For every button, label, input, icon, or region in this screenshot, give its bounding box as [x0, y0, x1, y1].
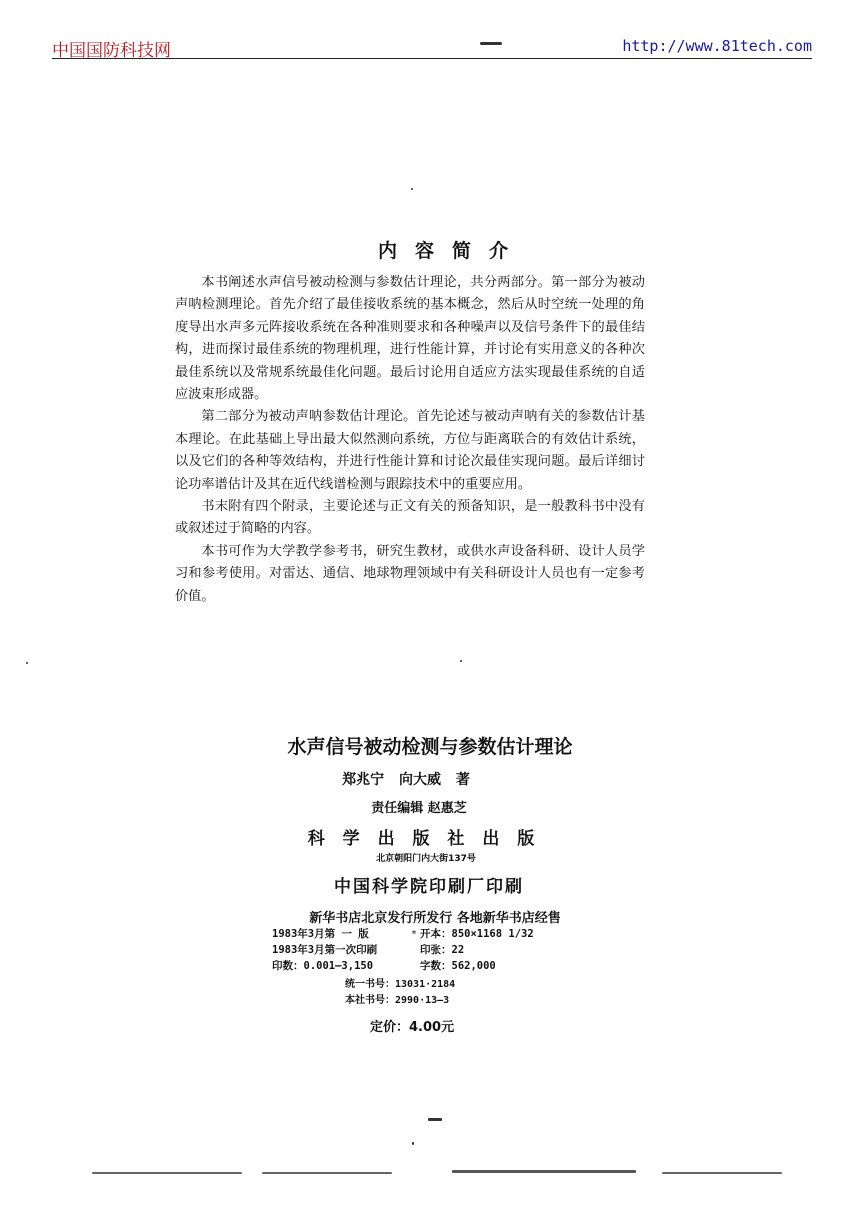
spec-format: 开本：850×1168 1/32: [420, 928, 534, 940]
scan-speck: [452, 1170, 636, 1173]
site-name: 中国国防科技网: [52, 41, 171, 61]
price: 定价：4.00元: [370, 1020, 455, 1035]
intro-title: 内容简介: [377, 240, 526, 262]
intro-paragraph: 本书阐述水声信号被动检测与参数估计理论，共分两部分。第一部分为被动声呐检测理论。首先介绍了最佳接收系统的基本概念，然后从时空统一处理的角度导出水声多元阵接收系统在各种准则要求和各种噪声以及信号条件下的最佳结构，进而探讨最佳系统的物理机理，进行性能计算，并讨论有实用意义的各种次最佳系统以及常规系统最佳化问题。最后讨论用自适应方法实现最佳系统的自适应波束形成器。: [175, 275, 645, 403]
publisher: 科 学 出 版 社 出 版: [307, 829, 541, 849]
scan-speck: [411, 188, 413, 190]
header-divider: [52, 58, 812, 59]
intro-text: [175, 272, 645, 608]
scan-speck: [412, 1142, 414, 1145]
intro-paragraph: 本书可作为大学教学参考书，研究生教材，或供水声设备科研、设计人员学习和参考使用。对雷达、通信、地球物理领域中有关科研设计人员也有一定参考价值。: [175, 543, 645, 604]
authors: 郑兆宁 向大威 著: [342, 772, 470, 788]
scan-speck: [92, 1172, 242, 1174]
printer: 中国科学院印刷厂印刷: [334, 877, 524, 897]
site-url-link[interactable]: http://www.81tech.com: [622, 37, 812, 55]
publisher-book-number: 本社书号：2990·13—3: [345, 995, 450, 1006]
colophon: [0, 732, 868, 940]
scan-speck: [460, 660, 462, 662]
spec-row: [272, 942, 534, 958]
scan-speck: [428, 1118, 442, 1121]
book-numbers: [345, 977, 455, 1009]
scan-mark: [480, 42, 502, 45]
spec-sheets: 印张：22: [420, 944, 465, 956]
unified-book-number: 统一书号：13031·2184: [345, 979, 456, 990]
spec-word-count: 字数：562,000: [420, 960, 496, 972]
distributor: 新华书店北京发行所发行 各地新华书店经售: [309, 911, 561, 926]
intro-paragraph: 第二部分为被动声呐参数估计理论。首先论述与被动声呐有关的参数估计基本理论。在此基础上导出最大似然测向系统，方位与距离联合的有效估计系统，以及它们的各种等效结构，并进行性能计算和讨论次最佳实现问题。最后详细讨论功率谱估计及其在近代线谱检测与跟踪技术中的重要应用。: [175, 409, 645, 492]
separator-star: *: [411, 930, 417, 940]
scan-speck: [662, 1172, 782, 1174]
publisher-address: 北京朝阳门内大街137号: [376, 854, 476, 864]
print-specs: [272, 926, 534, 974]
responsible-editor: 责任编辑 赵惠芝: [371, 801, 467, 816]
intro-paragraph: 书末附有四个附录，主要论述与正文有关的预备知识，是一般教科书中没有或叙述过于简略的内容。: [175, 499, 645, 537]
spec-printing: 1983年3月第一次印刷: [272, 944, 378, 956]
scan-speck: [26, 662, 28, 664]
spec-row: [272, 958, 534, 974]
scan-speck: [262, 1172, 392, 1174]
book-title: 水声信号被动检测与参数估计理论: [287, 736, 573, 758]
spec-edition: 1983年3月第 一 版: [272, 928, 369, 940]
spec-row: [272, 926, 534, 942]
spec-print-run: 印数：0.001—3,150: [272, 960, 374, 972]
